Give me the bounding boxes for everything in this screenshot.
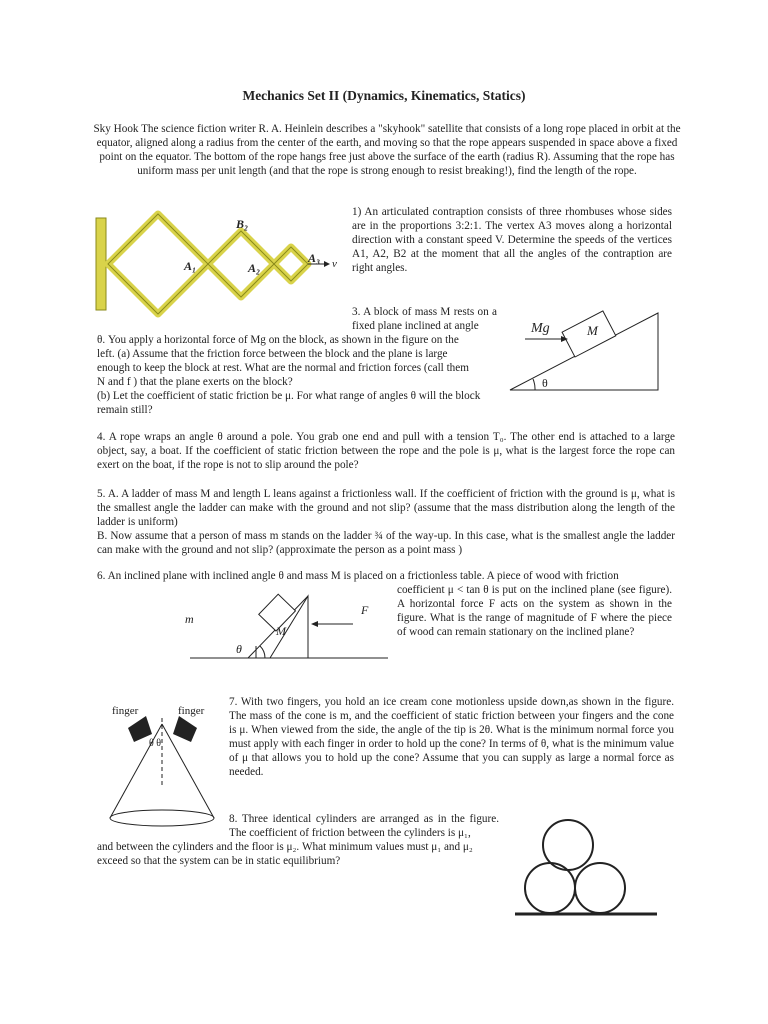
problem-3-line: left. (a) Assume that the friction force between the block and the plane is large xyxy=(97,348,448,360)
problem-3-line: remain still? xyxy=(97,404,153,416)
problem-8-line: and between the cylinders and the floor is μ₂. What minimum values must μ₁ and μ₂ xyxy=(97,841,473,853)
problem-8-body xyxy=(97,840,497,868)
problem-3-line: (b) Let the coefficient of static friction be μ. For what range of angles θ will the block xyxy=(97,390,481,402)
label-a2: A₂ xyxy=(248,261,261,275)
problem-6-intro: 6. An inclined plane with inclined angle θ and mass M is placed on a frictionless table. A piece of wood with friction xyxy=(97,570,619,582)
problem-3-line: θ. You apply a horizontal force of Mg on the block, as shown in the figure on the xyxy=(97,334,459,346)
label-angle-theta: θ xyxy=(542,376,548,390)
label-force-mg: Mg xyxy=(531,321,550,336)
skyhook-problem: Sky Hook The science fiction writer R. A. Heinlein describes a "skyhook" satellite that consists of a long rope placed in orbit at the equator, aligned along a radius from the center of the earth, and moving so that the rope appears suspended in space above a fixed point on the equator. The bottom of the rope hangs free just above the surface of the earth (radius R). Assuming that the rope has uniform mass per unit length (and that the rope is strong enough to resist breaking!), find the length of the rope. xyxy=(93,123,681,177)
label-b2: B₂ xyxy=(236,217,249,231)
problem-3-intro: 3. A block of mass M rests on a fixed plane inclined at angle xyxy=(352,306,497,332)
block-incline-figure xyxy=(505,305,665,395)
problem-3-line: N and f ) that the plane exerts on the block? xyxy=(97,376,293,388)
label-big-m: M xyxy=(276,624,286,638)
problem-6-body: coefficient μ < tan θ is put on the inclined plane (see figure). A horizontal force F acts on the system as shown in the figure. What is the range of magnitude of F where the piece of wood can remain stationary on the inclined plane? xyxy=(397,584,672,638)
label-small-m: m xyxy=(185,612,194,626)
problem-5: 5. A. A ladder of mass M and length L leans against a frictionless wall. If the coefficient of friction with the ground is μ, what is the smallest angle the ladder can make with the ground and not slip? (assume that the mass distribution along the length of the ladder is uniform) B. Now assume that a person of mass m stands on the ladder ¾ of the way-up. In this case, what is the smallest angle the ladder can make with the ground and not slip? (approximate the person as a point mass ) xyxy=(97,488,675,556)
problem-3-line: enough to keep the block at rest. What are the normal and friction forces (call them xyxy=(97,362,469,374)
label-a1: A₁ xyxy=(184,259,197,273)
label-a3: A₃ xyxy=(308,251,321,265)
label-cone-angles: θ θ xyxy=(149,738,162,749)
rhombus-contraption-figure xyxy=(96,208,346,318)
problem-7: 7. With two fingers, you hold an ice cream cone motionless upside down,as shown in the figure. The mass of the cone is m, and the coefficient of static friction between your fingers and the cone is μ. When viewed from the side, the angle of the tip is 2θ. What is the minimum normal force you must apply with each finger in order to hold up the cone? In terms of θ, what is the minimum value of μ that allows you to hold up the cone? Assume that you can supply as large a normal force as needed. xyxy=(229,696,674,778)
label-mass-m: M xyxy=(587,323,598,338)
problem-4: 4. A rope wraps an angle θ around a pole. You grab one end and pull with a tension T₀. The other end is attached to a large object, say, a boat. If the coefficient of static friction between the rope and the pole is μ, what is the largest force the rope can exert on the boat, if the rope is not to slip around the pole? xyxy=(97,431,675,471)
ice-cream-cone-figure xyxy=(100,700,225,835)
three-cylinders-figure xyxy=(515,812,660,922)
label-v: v xyxy=(332,258,337,270)
label-wedge-angle: θ xyxy=(236,642,242,656)
wedge-figure xyxy=(185,590,390,662)
page-title: Mechanics Set II (Dynamics, Kinematics, Statics) xyxy=(242,88,526,103)
problem-8-line: exceed so that the system can be in static equilibrium? xyxy=(97,855,341,867)
label-finger-left: finger xyxy=(112,705,139,717)
label-force-f: F xyxy=(361,603,369,617)
label-finger-right: finger xyxy=(178,705,205,717)
problem-3-body xyxy=(97,333,497,417)
problem-1: 1) An articulated contraption consists of three rhombuses whose sides are in the proportions 3:2:1. The vertex A3 moves along a horizontal direction with a constant speed V. Determine the speeds of the vertices A1, A2, B2 at the moment that all the angles of the contraption are right angles. xyxy=(352,206,672,274)
problem-8-intro: 8. Three identical cylinders are arranged as in the figure. The coefficient of friction between the cylinders is μ₁, xyxy=(229,813,499,839)
